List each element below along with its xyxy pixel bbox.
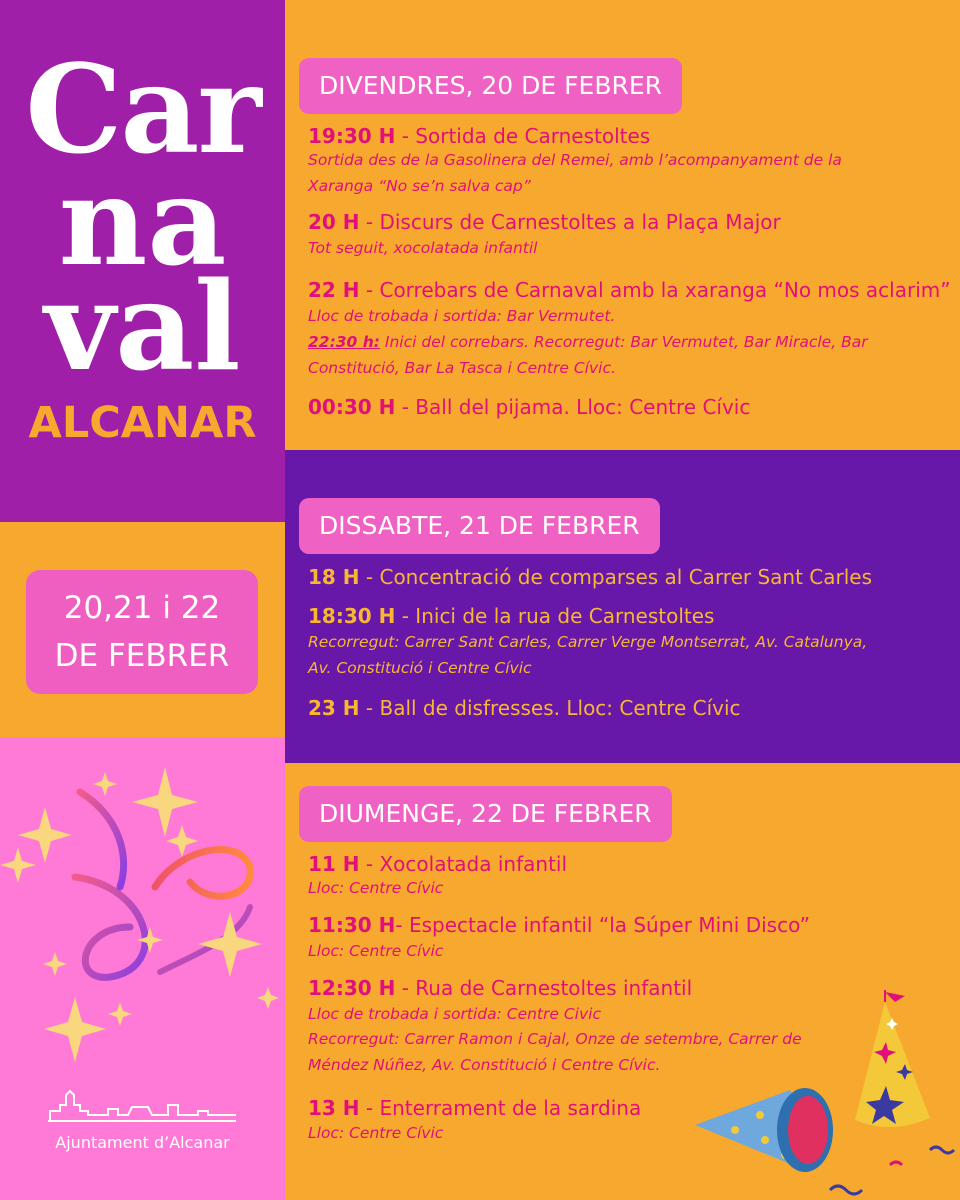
event-time: 19:30 H — [308, 124, 396, 148]
event-time: 18 H — [308, 565, 360, 589]
event-time: 13 H — [308, 1096, 360, 1120]
sparkle-icon — [198, 912, 262, 977]
event-title: - Sortida de Carnestoltes — [395, 124, 651, 148]
sunday-event-3 — [308, 976, 692, 1000]
detail-time: 22:30 h: — [308, 333, 380, 351]
party-hat-icon — [855, 990, 930, 1127]
sparkle-icon — [18, 807, 72, 863]
event-time: 00:30 H — [308, 395, 396, 419]
town-skyline-logo — [48, 1085, 238, 1125]
title-line-1: Car — [25, 37, 260, 181]
saturday-event-3 — [308, 696, 741, 720]
sunday-event-3-detail-2: Recorregut: Carrer Ramon i Cajal, Onze de setembre, Carrer de — [308, 1030, 802, 1048]
friday-heading: DIVENDRES, 20 DE FEBRER — [299, 58, 682, 114]
sunday-event-2 — [308, 913, 810, 937]
event-time: 12:30 H — [308, 976, 396, 1000]
dates-badge — [26, 570, 258, 694]
friday-event-3-detail-3: Constitució, Bar La Tasca i Centre Cívic. — [308, 359, 616, 377]
event-title: - Rua de Carnestoltes infantil — [395, 976, 693, 1000]
dates-line-1: 20,21 i 22 — [63, 590, 221, 626]
event-time: 18:30 H — [308, 604, 396, 628]
event-title: - Ball de disfresses. Lloc: Centre Cívic — [359, 696, 741, 720]
sunday-event-4-detail-1: Lloc: Centre Cívic — [308, 1124, 444, 1142]
title-line-3: val — [44, 254, 241, 398]
event-title: - Espectacle infantil “la Súper Mini Disco” — [395, 913, 810, 937]
logo-text: Ajuntament d’Alcanar — [55, 1133, 230, 1152]
sunday-event-1-detail-1: Lloc: Centre Cívic — [308, 879, 444, 897]
sunday-event-2-detail-1: Lloc: Centre Cívic — [308, 942, 444, 960]
title-line-2: na — [58, 149, 227, 293]
streamer-icon — [155, 850, 250, 897]
sparkle-icon — [0, 847, 36, 883]
sunday-heading: DIUMENGE, 22 DE FEBRER — [299, 786, 672, 842]
friday-event-1-detail-1: Sortida des de la Gasolinera del Remei, amb l’acompanyament de la — [308, 151, 842, 169]
sparkle-icon — [108, 1002, 132, 1026]
event-title: - Enterrament de la sardina — [359, 1096, 642, 1120]
friday-event-3-detail-1: Lloc de trobada i sortida: Bar Vermutet. — [308, 307, 616, 325]
event-time: 11:30 H — [308, 913, 396, 937]
event-title: - Discurs de Carnestoltes a la Plaça Major — [359, 210, 781, 234]
saturday-event-2-detail-1: Recorregut: Carrer Sant Carles, Carrer Verge Montserrat, Av. Catalunya, — [308, 633, 868, 651]
sunday-event-3-detail-3: Méndez Núñez, Av. Constitució i Centre Cívic. — [308, 1056, 661, 1074]
sparkle-icon — [257, 987, 279, 1009]
party-horn-icon — [695, 1088, 833, 1172]
sparkle-icon — [132, 767, 198, 837]
sunday-event-3-detail-1: Lloc de trobada i sortida: Centre Civic — [308, 1005, 601, 1023]
sunday-event-1 — [308, 852, 567, 876]
friday-event-1 — [308, 124, 650, 148]
streamer-icon — [80, 792, 124, 887]
party-decoration — [690, 990, 960, 1200]
sparkle-icon — [43, 952, 67, 976]
saturday-event-1 — [308, 565, 872, 589]
town-name: ALCANAR — [28, 398, 257, 448]
event-time: 20 H — [308, 210, 360, 234]
event-title: - Ball del pijama. Lloc: Centre Cívic — [395, 395, 751, 419]
dates-line-2: DE FEBRER — [54, 638, 230, 674]
streamer-icon — [75, 877, 145, 977]
confetti-art — [0, 737, 285, 1077]
friday-event-1-detail-2: Xaranga “No se’n salva cap” — [308, 177, 531, 195]
friday-event-2-detail-1: Tot seguit, xocolatada infantil — [308, 239, 538, 257]
saturday-heading: DISSABTE, 21 DE FEBRER — [299, 498, 660, 554]
sunday-event-4 — [308, 1096, 641, 1120]
event-title: - Correbars de Carnaval amb la xaranga “No mos aclarim” — [359, 278, 951, 302]
friday-event-3 — [308, 278, 951, 302]
event-time: 22 H — [308, 278, 360, 302]
friday-event-2 — [308, 210, 781, 234]
saturday-event-2 — [308, 604, 714, 628]
event-time: 23 H — [308, 696, 360, 720]
event-title: - Inici de la rua de Carnestoltes — [395, 604, 715, 628]
sparkle-icon — [44, 997, 106, 1062]
friday-event-3-detail-2 — [308, 329, 868, 355]
sparkle-icon — [93, 772, 117, 796]
saturday-event-2-detail-2: Av. Constitució i Centre Cívic — [308, 659, 532, 677]
event-time: 11 H — [308, 852, 360, 876]
event-title: - Concentració de comparses al Carrer Sant Carles — [359, 565, 873, 589]
event-title: - Xocolatada infantil — [359, 852, 568, 876]
friday-event-4 — [308, 395, 750, 419]
detail-text: Inici del correbars. Recorregut: Bar Vermutet, Bar Miracle, Bar — [379, 333, 868, 351]
